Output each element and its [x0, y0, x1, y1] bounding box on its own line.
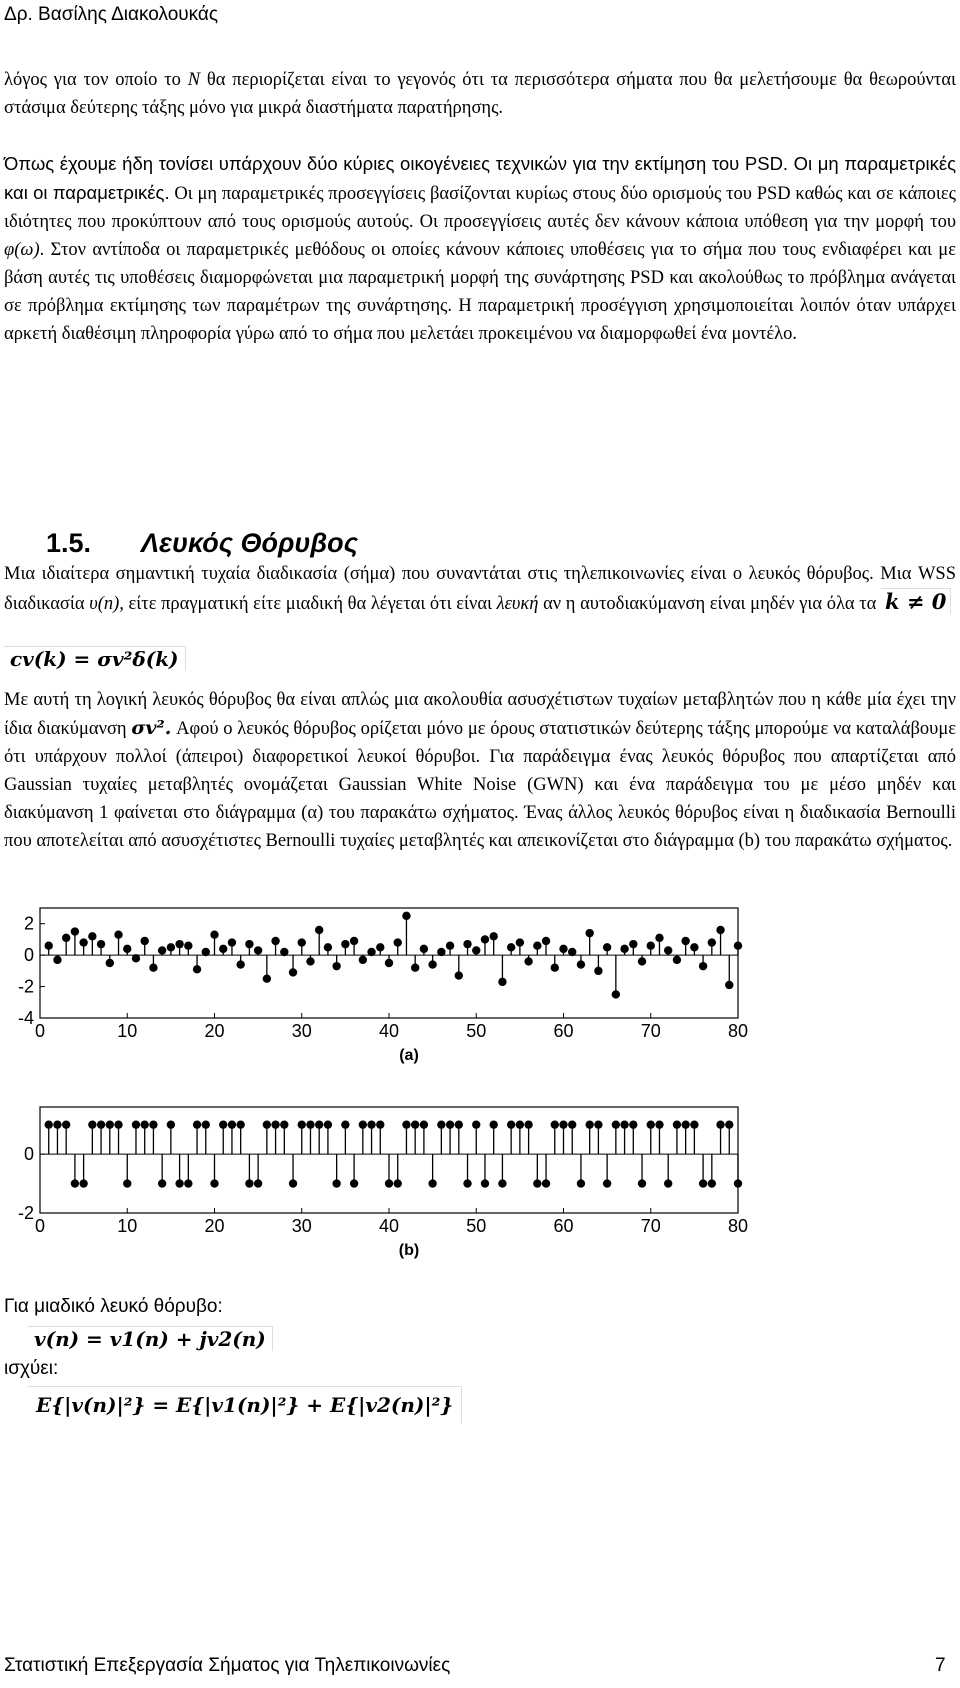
stem-marker [45, 942, 53, 950]
stem-marker [577, 1179, 585, 1187]
stem-marker [524, 1120, 532, 1128]
page-number: 7 [935, 1655, 946, 1676]
stem-marker [516, 1120, 524, 1128]
para3-text-b: είτε πραγματική είτε μιαδική θα λέγεται ότι είναι [123, 594, 497, 614]
stem-marker [228, 938, 236, 946]
stem-marker [455, 971, 463, 979]
stem-marker [690, 1120, 698, 1128]
x-tick-label: 70 [640, 1216, 661, 1236]
stem-marker [542, 1179, 550, 1187]
stem-marker [585, 929, 593, 937]
stem-marker [324, 943, 332, 951]
paragraph-uncorrelated [4, 686, 956, 855]
paragraph-intro [4, 66, 956, 122]
stem-marker [132, 954, 140, 962]
stem-marker [699, 1179, 707, 1187]
chart-b-caption: (b) [398, 1242, 420, 1259]
stem-marker [193, 1120, 201, 1128]
para1-text-start: λόγος για τον οποίο το [4, 70, 188, 90]
x-tick-label: 60 [553, 1216, 574, 1236]
stem-marker [236, 960, 244, 968]
stem-marker [699, 962, 707, 970]
stem-marker [577, 960, 585, 968]
x-tick-label: 80 [727, 1216, 749, 1236]
stem-marker [734, 1179, 742, 1187]
stem-marker [716, 926, 724, 934]
x-tick-label: 0 [34, 1216, 46, 1236]
stem-marker [341, 940, 349, 948]
stem-marker [708, 938, 716, 946]
x-tick-label: 10 [117, 1216, 138, 1236]
stem-marker [568, 948, 576, 956]
stem-marker [498, 978, 506, 986]
stem-marker [53, 956, 61, 964]
stem-marker [97, 1120, 105, 1128]
x-tick-label: 30 [291, 1216, 312, 1236]
stem-marker [193, 965, 201, 973]
stem-marker [350, 937, 358, 945]
x-tick-label: 40 [378, 1021, 400, 1041]
stem-marker [106, 959, 114, 967]
x-tick-label: 80 [727, 1021, 749, 1041]
stem-marker [315, 1120, 323, 1128]
stem-marker [62, 1120, 70, 1128]
stem-marker [341, 1120, 349, 1128]
stem-marker [673, 956, 681, 964]
stem-marker [62, 934, 70, 942]
para2-sans-sentence: Όπως έχουμε ήδη τονίσει υπάρχουν δύο κύριες οικογένειες τεχνικών για την εκτίμηση του PSD. Οι μη παραμετρικές και οι παραμετρικές. [4, 153, 956, 203]
stem-marker [498, 1179, 506, 1187]
section-title: Λευκός Θόρυβος [141, 528, 358, 558]
stem-marker [289, 968, 297, 976]
x-tick-label: 40 [378, 1216, 400, 1236]
section-heading [46, 528, 358, 559]
stem-marker [254, 1179, 262, 1187]
stem-marker [681, 937, 689, 945]
stem-marker [219, 945, 227, 953]
stem-marker [533, 942, 541, 950]
stem-marker [472, 946, 480, 954]
stem-marker [402, 912, 410, 920]
stem-marker [280, 948, 288, 956]
para1-text-end: θα περιορίζεται είναι το γεγονός ότι τα περισσότερα σήματα που θα μελετήσουμε θα θεωρούνται στάσιμα δεύτερης τάξης μόνο για μικρά διαστήματα παρατήρησης. [4, 70, 956, 118]
stem-marker [228, 1120, 236, 1128]
stem-marker [184, 1179, 192, 1187]
chart-a-caption: (a) [399, 1047, 419, 1064]
stem-marker [411, 1120, 419, 1128]
symbol-phi-omega: φ(ω) [4, 240, 40, 260]
stem-marker [507, 943, 515, 951]
stem-marker [376, 943, 384, 951]
stem-marker [638, 957, 646, 965]
stem-marker [306, 1120, 314, 1128]
stem-marker [690, 943, 698, 951]
stem-marker [141, 937, 149, 945]
y-tick-label: -2 [17, 1203, 34, 1223]
stem-marker [79, 938, 87, 946]
x-tick-label: 10 [117, 1021, 138, 1041]
chart-a-tick-labels [18, 914, 748, 1041]
para3-text-c: αν η αυτοδιακύμανση είναι μηδέν για όλα τα [538, 594, 881, 614]
stem-marker [533, 1179, 541, 1187]
stem-marker [263, 1120, 271, 1128]
stem-marker [664, 1179, 672, 1187]
stem-marker [463, 1179, 471, 1187]
stem-marker [603, 1179, 611, 1187]
stem-marker [559, 945, 567, 953]
chart-gaussian-white-noise [0, 900, 820, 1090]
x-tick-label: 50 [466, 1021, 487, 1041]
stem-marker [385, 1179, 393, 1187]
stem-marker [45, 1120, 53, 1128]
stem-marker [612, 1120, 620, 1128]
stem-marker [280, 1120, 288, 1128]
stem-marker [568, 1120, 576, 1128]
paragraph-psd-methods [4, 150, 956, 348]
stem-marker [88, 932, 96, 940]
x-tick-label: 0 [34, 1021, 46, 1041]
stem-marker [394, 1179, 402, 1187]
para4-text-a: Με αυτή τη λογική λευκός θόρυβος θα είναι απλώς μια ακολουθία ασυσχέτιστων τυχαίων μεταβλητών που η κάθε μία έχει την ίδια διακύμανση [4, 690, 956, 739]
stem-marker [289, 1179, 297, 1187]
stem-marker [271, 937, 279, 945]
stem-marker [428, 1179, 436, 1187]
stem-marker [106, 1120, 114, 1128]
y-tick-label: 2 [23, 913, 34, 934]
stem-marker [88, 1120, 96, 1128]
stem-marker [236, 1120, 244, 1128]
stem-marker [437, 1120, 445, 1128]
para2-text-b: . Στον αντίποδα οι παραμετρικές μεθόδους οι οποίες κάνουν κάποιες υποθέσεις για το σήμα που τους ενδιαφέρει και με βάση αυτές τις υποθέσεις διαμορφώνεται μια παραμετρική μορφή της συνάρτησης PSD και ακολούθως το πρόβλημα ανάγεται σε πρόβλημα εκτίμησης των παραμέτρων της συνάρτησης. Η παραμετρική προσέγγιση χρησιμοποιείται λοιπόν όταν υπάρχει αρκετή διαθέσιμη πληροφορία γύρω από το σήμα που μελετάει προκειμένου να διαμορφωθεί ένα μοντέλο. [4, 240, 956, 344]
page-footer-title: Στατιστική Επεξεργασία Σήματος για Τηλεπικοινωνίες [4, 1655, 451, 1676]
equation-complex-noise: v(n) = v1(n) + jv2(n) [28, 1326, 273, 1351]
stem-marker [97, 940, 105, 948]
stem-marker [123, 945, 131, 953]
paragraph-white-noise-def [4, 560, 956, 618]
stem-marker [524, 957, 532, 965]
stem-marker [507, 1120, 515, 1128]
symbol-N: N [187, 70, 201, 90]
stem-marker [263, 975, 271, 983]
word-white: λευκή [496, 594, 539, 614]
stem-marker [202, 1120, 210, 1128]
para3-text-a: Μια ιδιαίτερα σημαντική τυχαία διαδικασία (σήμα) που συναντάται στις τηλεπικοινωνίες είναι ο λευκός θόρυβος. Μια WSS διαδικασία [4, 564, 956, 614]
stem-marker [367, 948, 375, 956]
y-tick-label: 0 [23, 1144, 34, 1165]
stem-marker [455, 1120, 463, 1128]
stem-marker [332, 962, 340, 970]
stem-marker [594, 967, 602, 975]
stem-marker [481, 1179, 489, 1187]
stem-marker [725, 1120, 733, 1128]
stem-marker [734, 942, 742, 950]
stem-marker [175, 1179, 183, 1187]
stem-marker [481, 935, 489, 943]
stem-marker [647, 942, 655, 950]
stem-marker [437, 948, 445, 956]
x-tick-label: 60 [553, 1021, 574, 1041]
stem-marker [655, 934, 663, 942]
stem-marker [681, 1120, 689, 1128]
stem-marker [184, 942, 192, 950]
symbol-v-n: υ(n), [89, 594, 124, 614]
para2-text-a: Οι μη παραμετρικές προσεγγίσεις βασίζονται κυρίως στους δύο ορισμούς του PSD καθώς και σε κάποιες ιδιότητες που προκύπτουν από τους ορισμούς αυτούς. Οι προσεγγίσεις αυτές δεν κάνουν κάποια υπόθεση για την μορφή του [4, 184, 957, 232]
x-tick-label: 20 [204, 1216, 225, 1236]
stem-marker [428, 960, 436, 968]
stem-marker [620, 945, 628, 953]
section-number: 1.5. [46, 528, 92, 558]
stem-marker [53, 1120, 61, 1128]
stem-marker [271, 1120, 279, 1128]
stem-marker [542, 937, 550, 945]
equation-power-sum: E{|v(n)|²} = E{|v1(n)|²} + E{|v2(n)|²} [28, 1386, 462, 1423]
stem-marker [490, 932, 498, 940]
stem-marker [490, 1120, 498, 1128]
stem-marker [516, 938, 524, 946]
stem-marker [254, 946, 262, 954]
chart-bernoulli-noise [0, 1095, 820, 1295]
stem-marker [385, 959, 393, 967]
stem-marker [114, 1120, 122, 1128]
stem-marker [551, 1120, 559, 1128]
stem-marker [359, 1120, 367, 1128]
stem-marker [158, 946, 166, 954]
stem-marker [245, 1179, 253, 1187]
stem-marker [673, 1120, 681, 1128]
stem-marker [167, 1120, 175, 1128]
stem-marker [411, 964, 419, 972]
stem-marker [219, 1120, 227, 1128]
stem-marker [298, 938, 306, 946]
stem-marker [306, 957, 314, 965]
stem-marker [132, 1120, 140, 1128]
stem-marker [79, 1179, 87, 1187]
stem-marker [298, 1120, 306, 1128]
stem-marker [551, 964, 559, 972]
stem-marker [332, 1179, 340, 1187]
stem-marker [149, 1120, 157, 1128]
stem-marker [394, 938, 402, 946]
stem-marker [350, 1179, 358, 1187]
para4-text-b: Αφού ο λευκός θόρυβος ορίζεται μόνο με όρους στατιστικών δεύτερης τάξης μπορούμε να καταλάβουμε ότι υπάρχουν πολλοί (άπειροι) διαφορετικοί λευκοί θόρυβοι. Για παράδειγμα ένας λευκός θόρυβος που απαρτίζεται από Gaussian τυχαίες μεταβλητές ονομάζεται Gaussian White Noise (GWN) και ένα παράδειγμα του με μέσο μηδέν και διακύμανση 1 φαίνεται στο διάγραμμα (α) του παρακάτω σχήματος. Ένας άλλος λευκός θόρυβος είναι η διαδικασία Bernoulli που αποτελείται από ασυσχέτιστες Bernoulli τυχαίες μεταβλητές και απεικονίζεται στο διάγραμμα (b) του παρακάτω σχήματος. [4, 719, 957, 851]
text-complex-white-noise: Για μιαδικό λευκό θόρυβο: [4, 1296, 223, 1317]
stem-marker [629, 940, 637, 948]
stem-marker [158, 1179, 166, 1187]
stem-marker [629, 1120, 637, 1128]
stem-marker [210, 931, 218, 939]
stem-marker [647, 1120, 655, 1128]
stem-marker [585, 1120, 593, 1128]
y-tick-label: -2 [17, 976, 34, 997]
x-tick-label: 20 [204, 1021, 225, 1041]
text-holds: ισχύει: [4, 1358, 59, 1379]
stem-marker [463, 940, 471, 948]
stem-marker [559, 1120, 567, 1128]
stem-marker [603, 943, 611, 951]
stem-marker [708, 1179, 716, 1187]
stem-marker [725, 981, 733, 989]
stem-marker [367, 1120, 375, 1128]
stem-marker [175, 940, 183, 948]
page-header-author: Δρ. Βασίλης Διακολουκάς [4, 4, 219, 25]
stem-marker [638, 1179, 646, 1187]
stem-marker [594, 1120, 602, 1128]
stem-marker [114, 931, 122, 939]
equation-autocovariance: cv(k) = σv²δ(k) [4, 646, 186, 671]
stem-marker [446, 1120, 454, 1128]
stem-marker [446, 942, 454, 950]
symbol-sigma-squared: σv². [131, 717, 172, 739]
stem-marker [472, 1120, 480, 1128]
stem-marker [420, 945, 428, 953]
stem-marker [149, 964, 157, 972]
stem-marker [612, 990, 620, 998]
stem-marker [324, 1120, 332, 1128]
stem-marker [664, 946, 672, 954]
stem-marker [420, 1120, 428, 1128]
x-tick-label: 30 [291, 1021, 312, 1041]
stem-marker [141, 1120, 149, 1128]
y-tick-label: 0 [23, 945, 34, 966]
x-tick-label: 70 [640, 1021, 661, 1041]
stem-marker [71, 1179, 79, 1187]
condition-k-not-zero: k ≠ 0 [881, 588, 951, 614]
stem-marker [245, 940, 253, 948]
stem-marker [167, 943, 175, 951]
stem-marker [210, 1179, 218, 1187]
stem-marker [359, 956, 367, 964]
stem-marker [376, 1120, 384, 1128]
x-tick-label: 50 [466, 1216, 487, 1236]
stem-marker [202, 948, 210, 956]
stem-marker [620, 1120, 628, 1128]
stem-marker [716, 1120, 724, 1128]
stem-marker [655, 1120, 663, 1128]
y-tick-label: -4 [17, 1008, 34, 1028]
stem-marker [71, 927, 79, 935]
stem-marker [123, 1179, 131, 1187]
stem-marker [315, 926, 323, 934]
stem-marker [402, 1120, 410, 1128]
